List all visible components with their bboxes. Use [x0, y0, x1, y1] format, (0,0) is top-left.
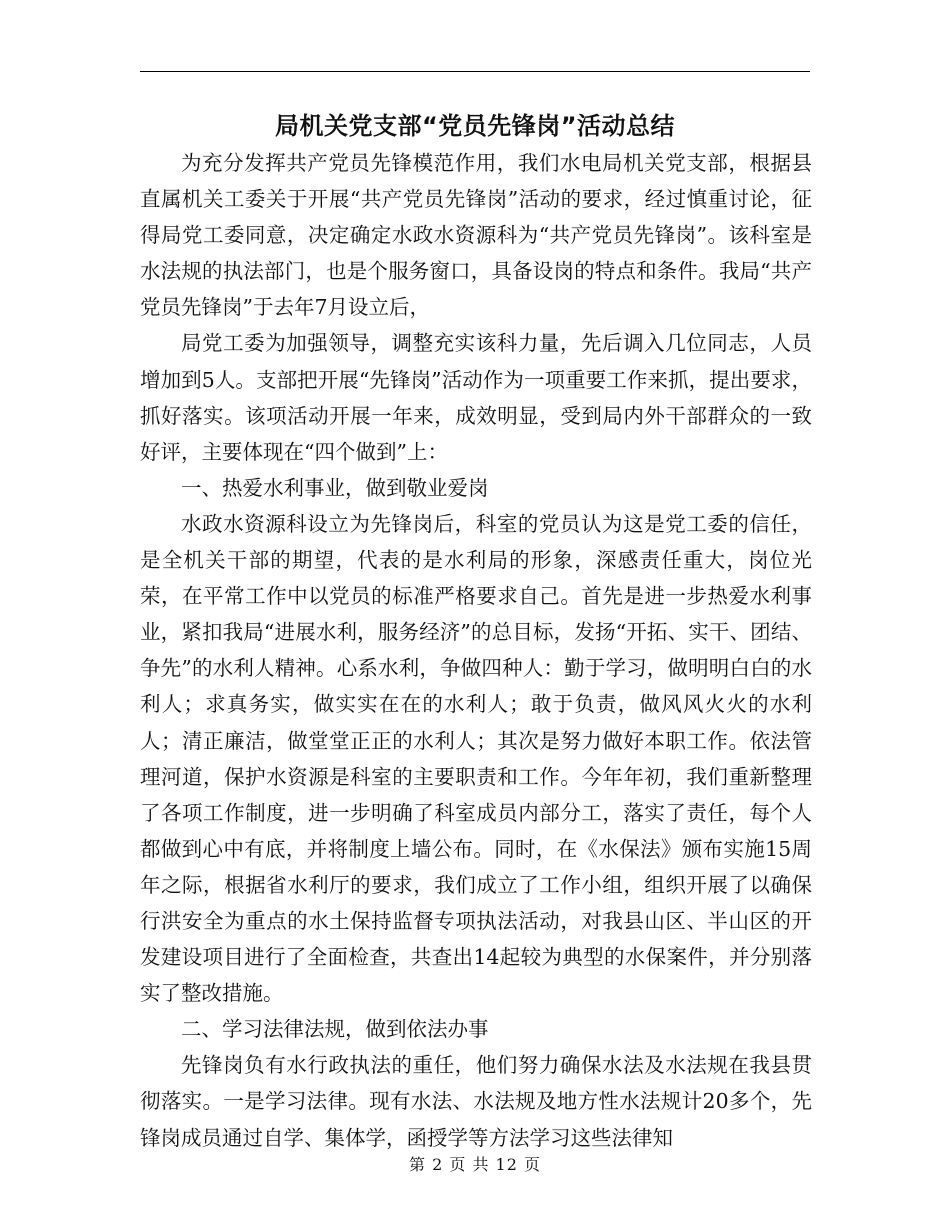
section-heading-2: 二、学习法律法规，做到依法办事	[181, 1017, 489, 1042]
document-title: 局机关党支部“党员先锋岗”活动总结	[274, 112, 676, 140]
paragraph-leadership: 局党工委为加强领导，调整充实该科力量，先后调入几位同志，人员增加到5人。支部把开展“先锋岗”活动作为一项重要工作来抓，提出要求，抓好落实。该项活动开展一年来，成效明显，受到局内外干部群众的一致好评，主要体现在“四个做到”上：	[140, 331, 812, 464]
paragraph-section-1: 水政水资源科设立为先锋岗后，科室的党员认为这是党工委的信任，是全机关干部的期望，代表的是水利局的形象，深感责任重大，岗位光荣，在平常工作中以党员的标准严格要求自己。首先是进一步热爱水利事业，紧扣我局“进展水利，服务经济”的总目标，发扬“开拓、实干、团结、争先”的水利人精神。心系水利，争做四种人：勤于学习，做明明白白的水利人；求真务实，做实实在在的水利人；敢于负责，做风风火火的水利人；清正廉洁，做堂堂正正的水利人；其次是努力做好本职工作。依法管理河道，保护水资源是科室的主要职责和工作。今年年初，我们重新整理了各项工作制度，进一步明确了科室成员内部分工，落实了责任，每个人都做到心中有底，并将制度上墙公布。同时，在《水保法》颁布实施15周年之际，根据省水利厅的要求，我们成立了工作小组，组织开展了以确保行洪安全为重点的水土保持监督专项执法活动，对我县山区、半山区的开发建设项目进行了全面检查，共查出14起较为典型的水保案件，并分别落实了整改措施。	[140, 511, 812, 1006]
header-rule	[140, 71, 810, 72]
paragraph-section-2: 先锋岗负有水行政执法的重任，他们努力确保水法及水法规在我县贯彻落实。一是学习法律。现有水法、水法规及地方性水法规计20多个，先锋岗成员通过自学、集体学，函授学等方法学习这些法律知	[140, 1053, 812, 1150]
document-body	[140, 145, 812, 1156]
section-heading-1: 一、热爱水利事业，做到敬业爱岗	[181, 475, 489, 500]
paragraph-intro: 为充分发挥共产党员先锋模范作用，我们水电局机关党支部，根据县直属机关工委关于开展“共产党员先锋岗”活动的要求，经过慎重讨论，征得局党工委同意，决定确定水政水资源科为“共产党员先锋岗”。该科室是水法规的执法部门，也是个服务窗口，具备设岗的特点和条件。我局“共产党员先锋岗”于去年7月设立后，	[140, 151, 812, 320]
page-number: 第 2 页 共 12 页	[409, 1155, 541, 1174]
